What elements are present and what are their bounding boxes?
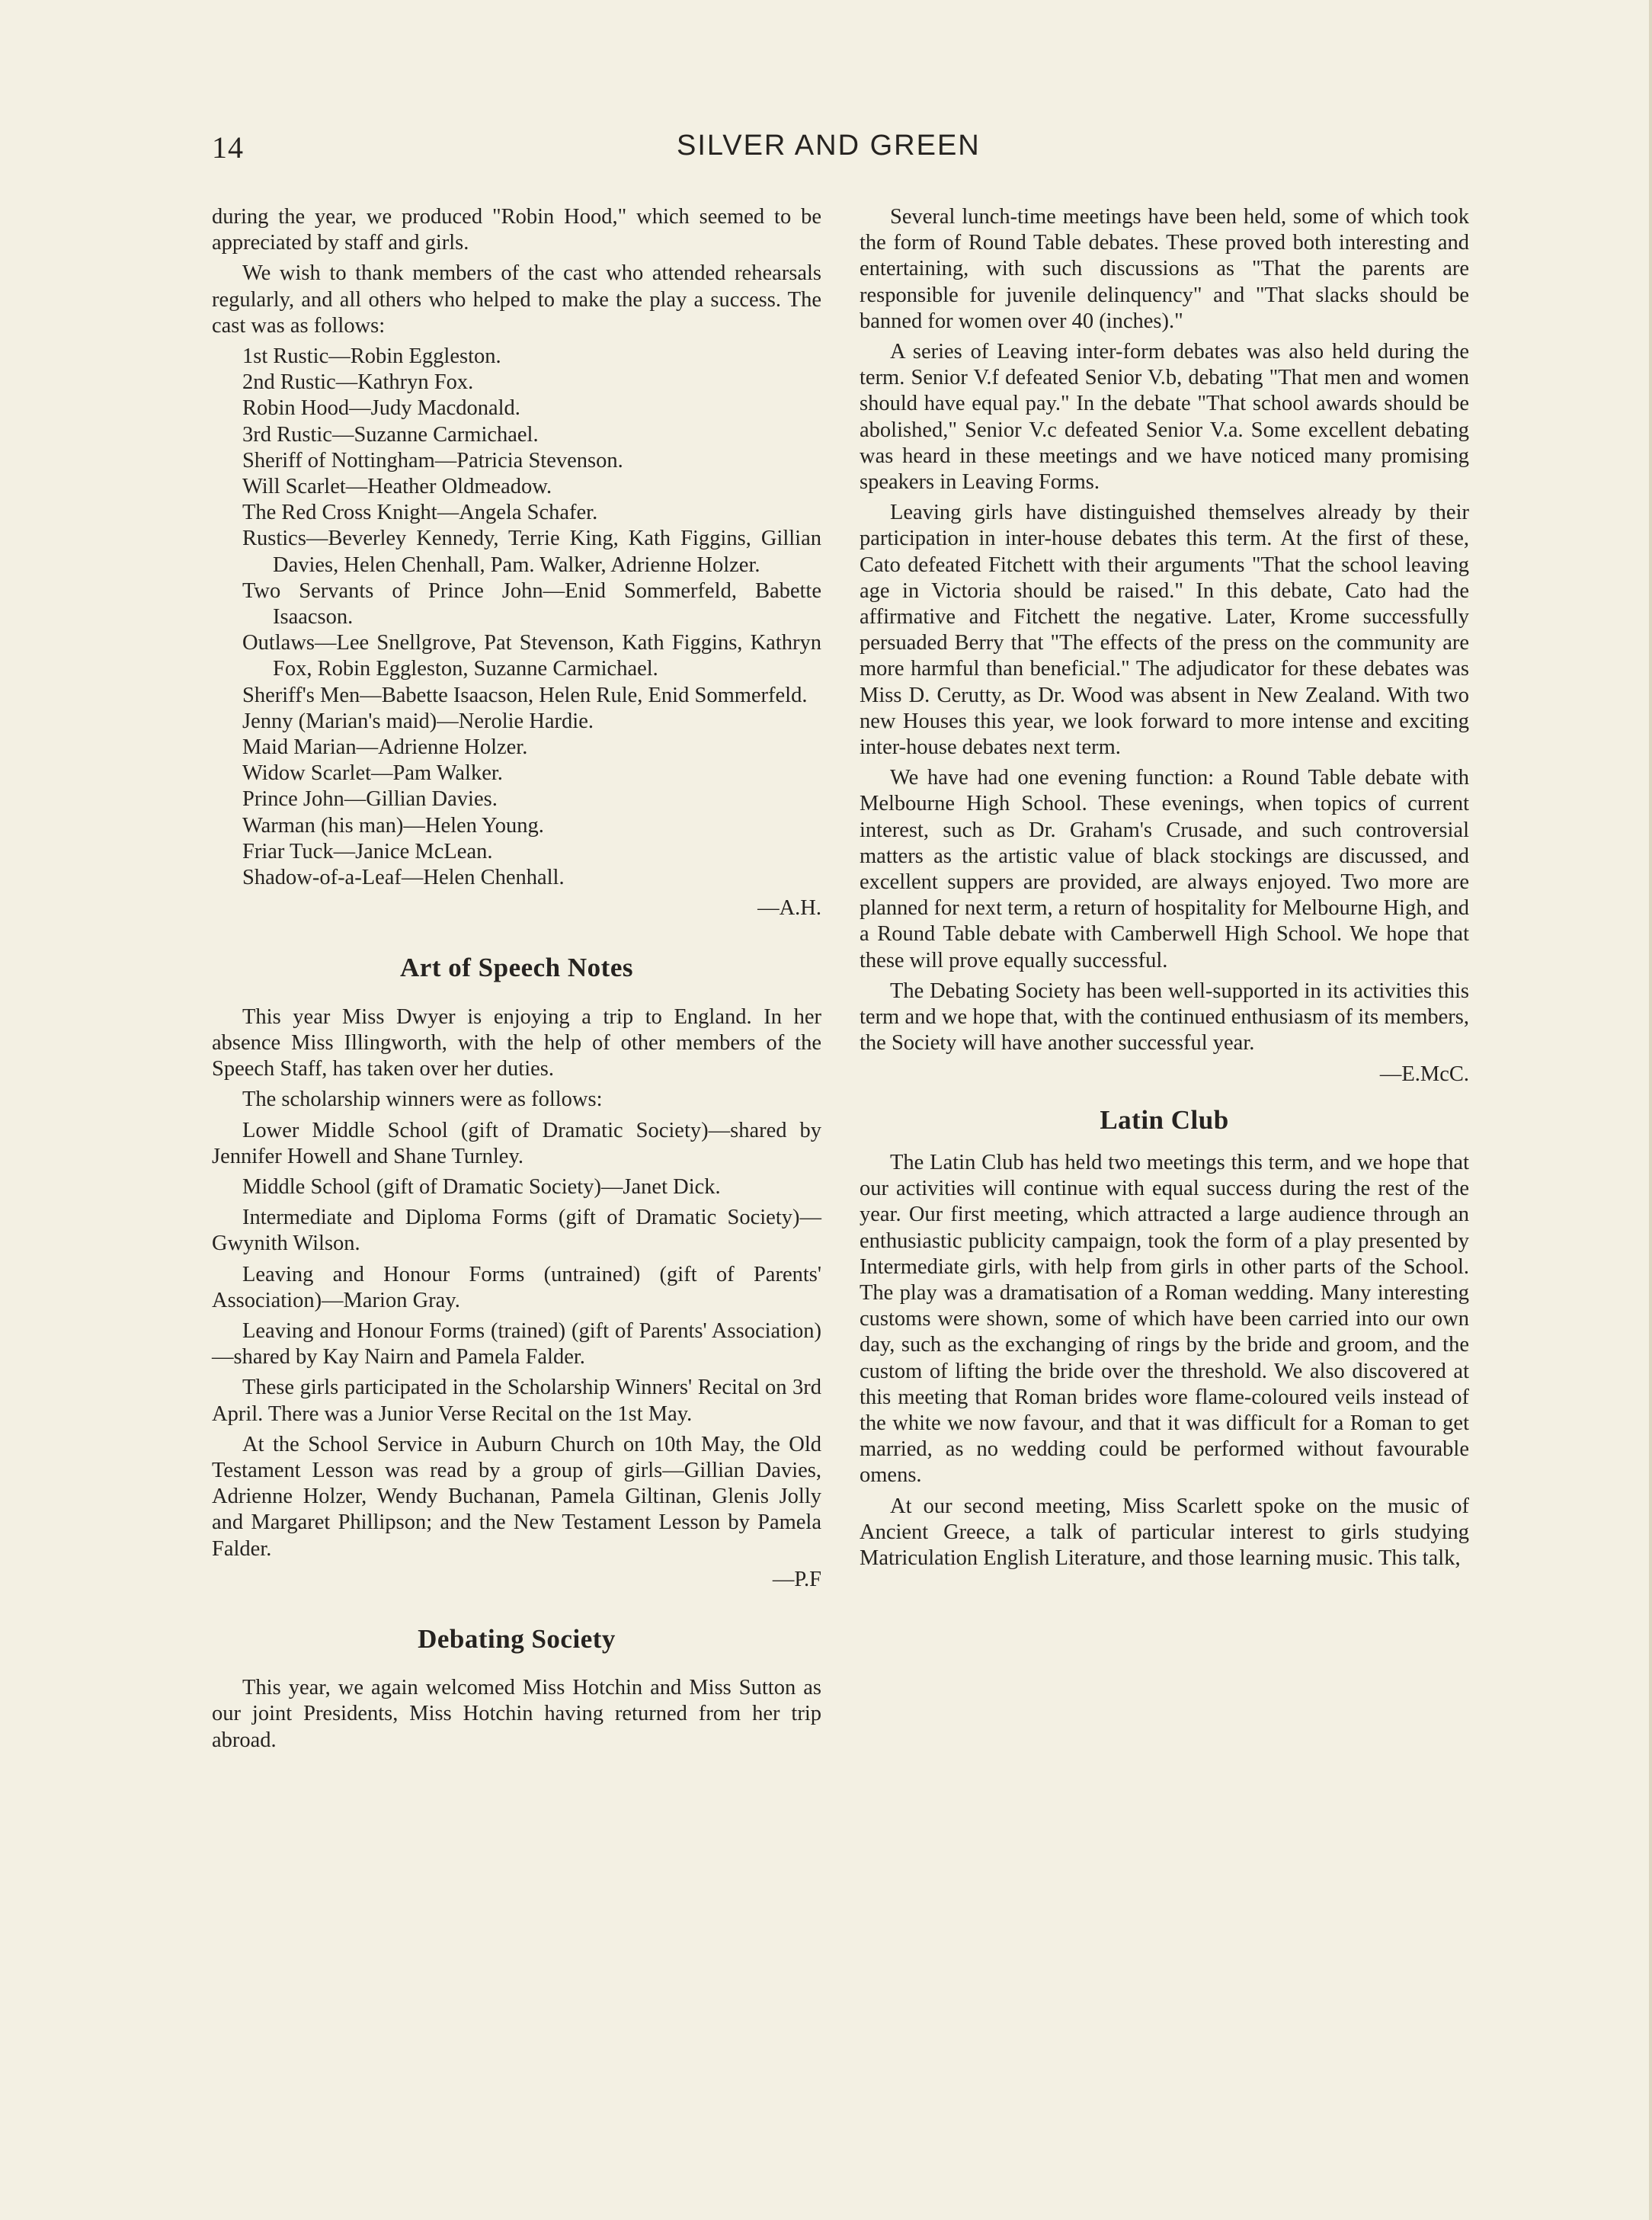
speech-paragraph: The scholarship winners were as follows: bbox=[242, 1088, 603, 1112]
debating-paragraph: This year, we again welcomed Miss Hotchin and Miss Sutton as our joint Presidents, Miss Hotchin having returned from her trip abroad. bbox=[212, 1676, 821, 1752]
page-edge bbox=[1649, 0, 1652, 2220]
cast-entry: 3rd Rustic—Suzanne Carmichael. bbox=[242, 422, 539, 447]
art-of-speech-heading: Art of Speech Notes bbox=[400, 953, 633, 983]
cast-entry: Widow Scarlet—Pam Walker. bbox=[242, 761, 503, 786]
cast-entry: Will Scarlet—Heather Oldmeadow. bbox=[242, 475, 552, 499]
cast-entry: Robin Hood—Judy Macdonald. bbox=[242, 396, 520, 421]
speech-signature: —P.F bbox=[772, 1567, 821, 1591]
cast-entry: Sheriff of Nottingham—Patricia Stevenson. bbox=[242, 448, 623, 473]
speech-paragraph: Leaving and Honour Forms (untrained) (gift of Parents' Association)—Marion Gray. bbox=[212, 1262, 821, 1312]
cast-intro-paragraph: during the year, we produced "Robin Hood," which seemed to be appreciated by staff and girls. bbox=[212, 205, 821, 255]
cast-signature: —A.H. bbox=[757, 896, 821, 921]
cast-entry: 1st Rustic—Robin Eggleston. bbox=[242, 344, 501, 369]
cast-entry: Friar Tuck—Janice McLean. bbox=[242, 839, 493, 863]
speech-paragraph: Middle School (gift of Dramatic Society)—Janet Dick. bbox=[242, 1174, 721, 1199]
debating-paragraph: Leaving girls have distinguished themselves already by their participation in inter-house debates this term. At the first of these, Cato defeated Fitchett with their arguments "That the school leaving age in Victoria should be raised." In this debate, Cato had the affirmative and Fitchett the negative. Later, Krome successfully persuaded Berry that "The effects of the press on the community are more harmful than beneficial." The adjudicator for these debates was Miss D. Cerutty, as Dr. Wood was absent in New Zealand. With two new Houses this year, we look forward to more intense and exciting inter-house debates next term. bbox=[860, 501, 1469, 760]
latin-paragraph: At our second meeting, Miss Scarlett spoke on the music of Ancient Greece, a talk of particular interest to girls studying Matriculation English Literature, and those learning music. This talk, bbox=[860, 1494, 1469, 1570]
page-header bbox=[0, 130, 1652, 175]
speech-paragraph: This year Miss Dwyer is enjoying a trip to England. In her absence Miss Illingworth, with the help of other members of the Speech Staff, has taken over her duties. bbox=[212, 1004, 821, 1081]
cast-list bbox=[212, 344, 821, 891]
speech-paragraph: Lower Middle School (gift of Dramatic Society)—shared by Jennifer Howell and Shane Turnley. bbox=[212, 1118, 821, 1168]
debating-paragraph: Several lunch-time meetings have been held, some of which took the form of Round Table debates. These proved both interesting and entertaining, with such discussions as "That the parents are responsible for juvenile delinquency" and "That slacks should be banned for women over 40 (inches)." bbox=[860, 205, 1469, 333]
speech-paragraph: Intermediate and Diploma Forms (gift of Dramatic Society)—Gwynith Wilson. bbox=[212, 1206, 821, 1256]
debating-paragraph: A series of Leaving inter-form debates was also held during the term. Senior V.f defeated Senior V.b, debating "That men and women should have equal pay." In the debate "That school awards should be abolished," Senior V.c defeated Senior V.a. Some excellent debating was heard in these meetings and we have noticed many promising speakers in Leaving Forms. bbox=[860, 340, 1469, 495]
latin-club-heading: Latin Club bbox=[1100, 1104, 1229, 1135]
cast-entry: Sheriff's Men—Babette Isaacson, Helen Rule, Enid Sommerfeld. bbox=[242, 683, 808, 707]
debating-society-heading: Debating Society bbox=[418, 1623, 616, 1654]
cast-entry: 2nd Rustic—Kathryn Fox. bbox=[242, 370, 474, 395]
speech-paragraph: At the School Service in Auburn Church on 10th May, the Old Testament Lesson was read by a group of girls—Gillian Davies, Adrienne Holzer, Wendy Buchanan, Pamela Giltinan, Glenis Jolly and Margaret Phillipson; and the New Testament Lesson by Pamela Falder. bbox=[212, 1432, 821, 1561]
speech-paragraph: These girls participated in the Scholarship Winners' Recital on 3rd April. There was a Junior Verse Recital on the 1st May. bbox=[212, 1376, 821, 1426]
cast-entry: Shadow-of-a-Leaf—Helen Chenhall. bbox=[242, 866, 565, 890]
cast-entry: Prince John—Gillian Davies. bbox=[242, 787, 498, 812]
debating-paragraph: We have had one evening function: a Round Table debate with Melbourne High School. These evenings, when topics of current interest, such as Dr. Graham's Crusade, and such controversial matters as the artistic value of black stockings are discussed, and excellent suppers are provided, are always enjoyed. Two more are planned for next term, a return of hospitality for Melbourne High, and a Round Table debate with Camberwell High School. We hope that these will prove equally successful. bbox=[860, 766, 1469, 972]
debating-signature: —E.McC. bbox=[1379, 1062, 1469, 1086]
cast-entry: Jenny (Marian's maid)—Nerolie Hardie. bbox=[242, 709, 594, 733]
right-column bbox=[860, 204, 1469, 1576]
cast-entry: Outlaws—Lee Snellgrove, Pat Stevenson, Kath Figgins, Kathryn Fox, Robin Eggleston, Suzanne Carmichael. bbox=[242, 631, 821, 681]
running-title: SILVER AND GREEN bbox=[677, 130, 981, 162]
debating-paragraph: The Debating Society has been well-supported in its activities this term and we hope that, with the continued enthusiasm of its members, the Society will have another successful year. bbox=[860, 979, 1469, 1056]
cast-intro-paragraph: We wish to thank members of the cast who attended rehearsals regularly, and all others who helped to make the play a success. The cast was as follows: bbox=[212, 261, 821, 338]
cast-entry: The Red Cross Knight—Angela Schafer. bbox=[242, 501, 598, 525]
latin-paragraph: The Latin Club has held two meetings this term, and we hope that our activities will continue with equal success during the rest of the year. Our first meeting, which attracted a large audience through an enthusiastic publicity campaign, took the form of a play presented by Intermediate girls, with help from girls in other parts of the School. The play was a dramatisation of a Roman wedding. Many interesting customs were shown, some of which have been carried into our own day, such as the exchanging of rings by the bride and groom, and the custom of lifting the bride over the threshold. We also discovered at this meeting that Roman brides wore flame-coloured veils instead of the white we now favour, and that it was difficult for a Roman to get married, as no wedding could be performed without favourable omens. bbox=[860, 1150, 1469, 1488]
cast-entry: Warman (his man)—Helen Young. bbox=[242, 813, 544, 838]
cast-entry: Maid Marian—Adrienne Holzer. bbox=[242, 735, 528, 760]
cast-entry: Rustics—Beverley Kennedy, Terrie King, Kath Figgins, Gillian Davies, Helen Chenhall, Pam. Walker, Adrienne Holzer. bbox=[242, 527, 821, 577]
left-column bbox=[212, 204, 821, 1758]
cast-entry: Two Servants of Prince John—Enid Sommerfeld, Babette Isaacson. bbox=[242, 578, 821, 629]
speech-paragraph: Leaving and Honour Forms (trained) (gift of Parents' Association)—shared by Kay Nairn and Pamela Falder. bbox=[212, 1318, 821, 1369]
page-number: 14 bbox=[212, 130, 244, 165]
